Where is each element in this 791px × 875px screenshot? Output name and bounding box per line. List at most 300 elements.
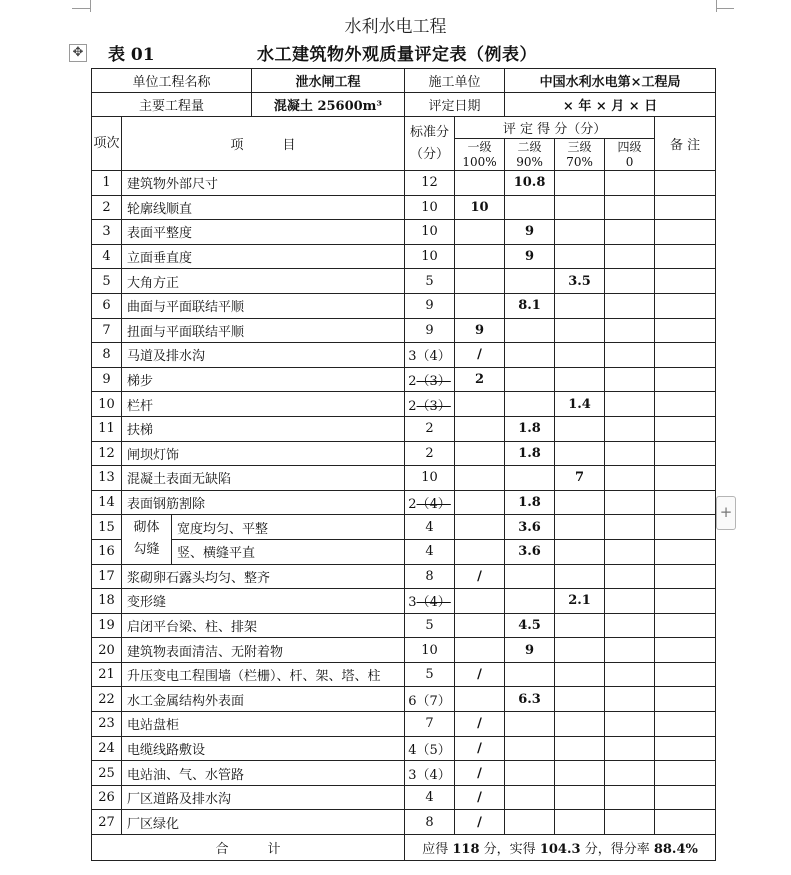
row-std-score: 10	[405, 638, 455, 663]
main-quantity-label: 主要工程量	[92, 93, 252, 117]
table-row	[92, 416, 716, 441]
row-grade4[interactable]	[605, 736, 655, 761]
row-no: 11	[92, 416, 122, 441]
row-remarks[interactable]	[655, 466, 716, 491]
row-grade1[interactable]: /	[455, 785, 505, 810]
row-grade4[interactable]	[605, 687, 655, 712]
table-row	[92, 564, 716, 589]
row-grade2[interactable]	[505, 195, 555, 220]
grade4-pct: 0	[625, 154, 634, 169]
row-no: 10	[92, 392, 122, 417]
row-grade1[interactable]	[455, 441, 505, 466]
row-remarks[interactable]	[655, 589, 716, 614]
row-grade1[interactable]: 10	[455, 195, 505, 220]
row-grade2[interactable]	[505, 589, 555, 614]
table-row	[92, 662, 716, 687]
table-row	[92, 171, 716, 196]
row-std-score: 12	[405, 171, 455, 196]
table-row	[92, 736, 716, 761]
row-remarks[interactable]	[655, 171, 716, 196]
add-row-button[interactable]: +	[716, 496, 736, 530]
table-row	[92, 220, 716, 245]
grade1-pct: 100%	[462, 154, 497, 169]
row-item: 水工金属结构外表面	[122, 687, 405, 712]
row-no: 6	[92, 293, 122, 318]
row-no: 26	[92, 785, 122, 810]
row-std-score	[405, 490, 455, 515]
grade2-pct: 90%	[516, 154, 543, 169]
row-item: 混凝土表面无缺陷	[122, 466, 405, 491]
std-score-value: 2	[408, 497, 417, 513]
std-score-struck: （3）	[416, 374, 451, 390]
row-grade3[interactable]	[555, 416, 605, 441]
row-grade3[interactable]	[555, 220, 605, 245]
row-grade3[interactable]	[555, 318, 605, 343]
row-item: 升压变电工程围墙（栏栅）、杆、架、塔、柱	[122, 662, 405, 687]
document-title: 水工建筑物外观质量评定表（例表）	[257, 45, 537, 65]
row-grade2[interactable]	[505, 810, 555, 835]
row-no: 18	[92, 589, 122, 614]
row-grade2[interactable]	[505, 736, 555, 761]
row-item: 电站油、气、水管路	[122, 761, 405, 786]
row-remarks[interactable]	[655, 318, 716, 343]
page-margin-mark	[72, 8, 90, 9]
row-grade4[interactable]	[605, 392, 655, 417]
table-row	[92, 761, 716, 786]
row-item: 表面平整度	[122, 220, 405, 245]
row-grade1[interactable]	[455, 244, 505, 269]
table-row	[92, 539, 716, 564]
row-grade1[interactable]	[455, 613, 505, 638]
row-remarks[interactable]	[655, 736, 716, 761]
row-grade3[interactable]	[555, 490, 605, 515]
std-score-value: 3	[408, 595, 417, 611]
row-item: 变形缝	[122, 589, 405, 614]
row-item: 马道及排水沟	[122, 343, 405, 368]
row-std-score: 2	[405, 441, 455, 466]
row-no: 19	[92, 613, 122, 638]
row-std-score: 4	[405, 539, 455, 564]
row-grade4[interactable]	[605, 416, 655, 441]
row-grade4[interactable]	[605, 761, 655, 786]
row-remarks[interactable]	[655, 392, 716, 417]
row-grade4[interactable]	[605, 466, 655, 491]
row-grade4[interactable]	[605, 613, 655, 638]
row-grade2[interactable]: 4.5	[505, 613, 555, 638]
col-header-grade1	[455, 139, 505, 171]
row-no: 4	[92, 244, 122, 269]
table-row	[92, 589, 716, 614]
row-grade4[interactable]	[605, 515, 655, 540]
row-grade2[interactable]: 1.8	[505, 416, 555, 441]
row-item: 轮廓线顺直	[122, 195, 405, 220]
col-header-std-score	[405, 117, 455, 171]
row-std-score: 10	[405, 220, 455, 245]
row-std-score: 4	[405, 785, 455, 810]
row-grade3[interactable]	[555, 515, 605, 540]
row-grade4[interactable]	[605, 785, 655, 810]
row-grade4[interactable]	[605, 662, 655, 687]
row-std-score: 7	[405, 712, 455, 737]
row-grade2[interactable]: 10.8	[505, 171, 555, 196]
row-remarks[interactable]	[655, 761, 716, 786]
total-label: 合 计	[92, 835, 405, 861]
row-no: 7	[92, 318, 122, 343]
row-grade3[interactable]	[555, 171, 605, 196]
grade4-label: 四级	[617, 139, 642, 154]
row-std-score: 8	[405, 810, 455, 835]
row-grade3[interactable]	[555, 736, 605, 761]
table-row	[92, 441, 716, 466]
table-row	[92, 638, 716, 663]
page-margin-mark	[90, 0, 91, 12]
row-grade1[interactable]: 9	[455, 318, 505, 343]
row-std-score: 2	[405, 416, 455, 441]
row-grade3[interactable]	[555, 638, 605, 663]
row-item: 厂区道路及排水沟	[122, 785, 405, 810]
row-remarks[interactable]	[655, 515, 716, 540]
total-due: 118	[452, 842, 480, 858]
col-header-remarks: 备 注	[655, 117, 716, 171]
row-remarks[interactable]	[655, 785, 716, 810]
row-item: 竖、横缝平直	[172, 539, 405, 564]
row-grade1[interactable]: /	[455, 662, 505, 687]
row-no: 13	[92, 466, 122, 491]
row-grade2[interactable]: 8.1	[505, 293, 555, 318]
row-std-score: 10	[405, 244, 455, 269]
row-grade2[interactable]: 1.8	[505, 490, 555, 515]
row-grade3[interactable]: 2.1	[555, 589, 605, 614]
row-remarks[interactable]	[655, 343, 716, 368]
row-grade3[interactable]	[555, 687, 605, 712]
std-score-struck: （3）	[416, 398, 451, 414]
row-item: 扶梯	[122, 416, 405, 441]
col-header-eval-group: 评 定 得 分（分）	[455, 117, 655, 139]
table-row	[92, 244, 716, 269]
row-no: 24	[92, 736, 122, 761]
table-move-handle-icon[interactable]: ✥	[69, 44, 87, 62]
row-grade2[interactable]: 1.8	[505, 441, 555, 466]
row-grade3[interactable]	[555, 539, 605, 564]
row-remarks[interactable]	[655, 662, 716, 687]
masonry-line2: 勾缝	[133, 542, 160, 558]
row-grade1[interactable]	[455, 638, 505, 663]
row-grade1[interactable]	[455, 171, 505, 196]
row-std-score: 5	[405, 613, 455, 638]
row-grade4[interactable]	[605, 171, 655, 196]
row-std-score: 4（5）	[405, 736, 455, 761]
row-remarks[interactable]	[655, 269, 716, 294]
row-grade2[interactable]: 9	[505, 244, 555, 269]
row-grade1[interactable]: /	[455, 810, 505, 835]
row-grade1[interactable]	[455, 416, 505, 441]
grade1-label: 一级	[467, 139, 492, 154]
row-item: 电缆线路敷设	[122, 736, 405, 761]
row-std-score: 4	[405, 515, 455, 540]
total-actual: 104.3	[539, 842, 581, 858]
unit-project-value[interactable]: 泄水闸工程	[252, 69, 405, 93]
eval-date-value[interactable]: × 年 × 月 × 日	[505, 93, 716, 117]
row-grade2[interactable]	[505, 318, 555, 343]
row-item: 厂区绿化	[122, 810, 405, 835]
row-grade4[interactable]	[605, 293, 655, 318]
row-grade2[interactable]: 9	[505, 220, 555, 245]
row-grade1[interactable]	[455, 687, 505, 712]
col-header-no: 项次	[92, 117, 122, 171]
row-remarks[interactable]	[655, 539, 716, 564]
row-no: 1	[92, 171, 122, 196]
row-grade2[interactable]: 3.6	[505, 515, 555, 540]
row-no: 17	[92, 564, 122, 589]
row-no: 15	[92, 515, 122, 540]
table-row	[92, 195, 716, 220]
row-no: 12	[92, 441, 122, 466]
row-no: 9	[92, 367, 122, 392]
table-row	[92, 318, 716, 343]
row-no: 5	[92, 269, 122, 294]
row-item: 建筑物外部尺寸	[122, 171, 405, 196]
row-grade2[interactable]	[505, 367, 555, 392]
row-std-score: 6（7）	[405, 687, 455, 712]
row-grade2[interactable]	[505, 712, 555, 737]
row-grade2[interactable]	[505, 564, 555, 589]
row-grade2[interactable]: 6.3	[505, 687, 555, 712]
row-remarks[interactable]	[655, 613, 716, 638]
row-grade3[interactable]	[555, 613, 605, 638]
row-grade4[interactable]	[605, 490, 655, 515]
row-grade2[interactable]	[505, 761, 555, 786]
total-mid2: 分，得分率	[584, 842, 650, 858]
row-remarks[interactable]	[655, 564, 716, 589]
masonry-line1: 砌体	[133, 520, 160, 536]
row-remarks[interactable]	[655, 244, 716, 269]
row-std-score: 10	[405, 466, 455, 491]
table-row	[92, 269, 716, 294]
unit-project-label: 单位工程名称	[92, 69, 252, 93]
row-remarks[interactable]	[655, 220, 716, 245]
row-grade1[interactable]	[455, 220, 505, 245]
eval-date-label: 评定日期	[405, 93, 505, 117]
row-grade4[interactable]	[605, 564, 655, 589]
row-remarks[interactable]	[655, 490, 716, 515]
row-no: 25	[92, 761, 122, 786]
row-grade2[interactable]	[505, 343, 555, 368]
row-item: 浆砌卵石露头均匀、整齐	[122, 564, 405, 589]
row-no: 16	[92, 539, 122, 564]
row-std-score: 10	[405, 195, 455, 220]
row-std-score: 5	[405, 662, 455, 687]
row-item: 建筑物表面清洁、无附着物	[122, 638, 405, 663]
row-no: 3	[92, 220, 122, 245]
row-no: 2	[92, 195, 122, 220]
row-grade4[interactable]	[605, 343, 655, 368]
std-score-unit: （分）	[410, 146, 450, 162]
grade3-label: 三级	[567, 139, 592, 154]
std-score-label: 标准分	[410, 124, 450, 140]
total-summary	[405, 835, 716, 861]
row-std-score: 3（4）	[405, 761, 455, 786]
main-quantity-value[interactable]: 混凝土 25600m³	[252, 93, 405, 117]
table-row	[92, 613, 716, 638]
row-no: 8	[92, 343, 122, 368]
col-header-grade4	[605, 139, 655, 171]
row-grade4[interactable]	[605, 441, 655, 466]
row-item: 扭面与平面联结平顺	[122, 318, 405, 343]
row-grade4[interactable]	[605, 318, 655, 343]
table-row	[92, 687, 716, 712]
row-no: 14	[92, 490, 122, 515]
row-grade3[interactable]	[555, 343, 605, 368]
row-grade3[interactable]: 1.4	[555, 392, 605, 417]
row-item: 梯步	[122, 367, 405, 392]
row-grade1[interactable]	[455, 293, 505, 318]
row-item: 表面钢筋割除	[122, 490, 405, 515]
row-remarks[interactable]	[655, 638, 716, 663]
row-grade1[interactable]: /	[455, 712, 505, 737]
table-row	[92, 810, 716, 835]
row-item: 闸坝灯饰	[122, 441, 405, 466]
col-header-item: 项 目	[122, 117, 405, 171]
row-std-score: 9	[405, 293, 455, 318]
row-grade4[interactable]	[605, 589, 655, 614]
row-grade2[interactable]	[505, 466, 555, 491]
contractor-label: 施工单位	[405, 69, 505, 93]
row-grade3[interactable]	[555, 662, 605, 687]
row-item: 电站盘柜	[122, 712, 405, 737]
row-grade2[interactable]	[505, 662, 555, 687]
table-row	[92, 515, 716, 540]
total-pct-sign: %	[685, 842, 698, 858]
std-score-value: 2	[408, 374, 417, 390]
row-grade3[interactable]	[555, 810, 605, 835]
total-mid1: 分，实得	[483, 842, 536, 858]
table-row	[92, 293, 716, 318]
row-grade3[interactable]	[555, 195, 605, 220]
masonry-group-label	[122, 515, 172, 564]
row-grade4[interactable]	[605, 539, 655, 564]
col-header-grade2	[505, 139, 555, 171]
page-header: 水利水电工程	[344, 17, 447, 37]
row-item: 曲面与平面联结平顺	[122, 293, 405, 318]
row-grade1[interactable]: /	[455, 343, 505, 368]
row-grade1[interactable]	[455, 392, 505, 417]
row-grade4[interactable]	[605, 367, 655, 392]
row-item: 大角方正	[122, 269, 405, 294]
std-score-value: 2	[408, 398, 417, 414]
row-grade1[interactable]	[455, 490, 505, 515]
row-grade3[interactable]	[555, 761, 605, 786]
row-std-score	[405, 392, 455, 417]
row-grade1[interactable]	[455, 466, 505, 491]
total-rate: 88.4	[653, 842, 686, 858]
row-remarks[interactable]	[655, 712, 716, 737]
row-grade2[interactable]	[505, 269, 555, 294]
row-std-score: 5	[405, 269, 455, 294]
assessment-table	[91, 68, 716, 861]
row-grade3[interactable]: 3.5	[555, 269, 605, 294]
row-grade2[interactable]: 9	[505, 638, 555, 663]
row-grade2[interactable]	[505, 392, 555, 417]
row-no: 22	[92, 687, 122, 712]
row-std-score	[405, 367, 455, 392]
page-margin-mark	[716, 8, 734, 9]
table-row	[92, 466, 716, 491]
row-remarks[interactable]	[655, 810, 716, 835]
table-number: 表 01	[108, 45, 155, 65]
row-grade4[interactable]	[605, 638, 655, 663]
row-std-score: 3（4）	[405, 343, 455, 368]
row-grade1[interactable]: /	[455, 564, 505, 589]
row-item: 启闭平台梁、柱、排架	[122, 613, 405, 638]
row-item: 立面垂直度	[122, 244, 405, 269]
std-score-struck: （4）	[416, 497, 451, 513]
row-grade4[interactable]	[605, 269, 655, 294]
table-row	[92, 712, 716, 737]
table-row	[92, 367, 716, 392]
row-remarks[interactable]	[655, 687, 716, 712]
row-remarks[interactable]	[655, 195, 716, 220]
row-no: 23	[92, 712, 122, 737]
row-grade3[interactable]	[555, 441, 605, 466]
row-std-score	[405, 589, 455, 614]
row-grade1[interactable]	[455, 539, 505, 564]
table-row	[92, 785, 716, 810]
row-item: 宽度均匀、平整	[172, 515, 405, 540]
row-remarks[interactable]	[655, 293, 716, 318]
table-row	[92, 490, 716, 515]
row-no: 27	[92, 810, 122, 835]
row-remarks[interactable]	[655, 416, 716, 441]
row-grade4[interactable]	[605, 810, 655, 835]
row-grade2[interactable]	[505, 785, 555, 810]
row-std-score: 8	[405, 564, 455, 589]
row-grade2[interactable]: 3.6	[505, 539, 555, 564]
row-grade1[interactable]: /	[455, 761, 505, 786]
std-score-struck: （4）	[416, 595, 451, 611]
row-remarks[interactable]	[655, 367, 716, 392]
row-grade3[interactable]: 7	[555, 466, 605, 491]
table-row	[92, 343, 716, 368]
row-no: 20	[92, 638, 122, 663]
row-grade4[interactable]	[605, 220, 655, 245]
row-grade1[interactable]	[455, 589, 505, 614]
page-margin-mark	[716, 0, 717, 12]
table-row	[92, 392, 716, 417]
row-grade3[interactable]	[555, 712, 605, 737]
total-pre-due: 应得	[422, 842, 449, 858]
row-grade1[interactable]	[455, 515, 505, 540]
contractor-value[interactable]: 中国水利水电第×工程局	[505, 69, 716, 93]
row-grade1[interactable]	[455, 269, 505, 294]
row-grade3[interactable]	[555, 293, 605, 318]
row-grade1[interactable]: 2	[455, 367, 505, 392]
row-grade3[interactable]	[555, 367, 605, 392]
row-grade3[interactable]	[555, 564, 605, 589]
row-grade4[interactable]	[605, 244, 655, 269]
grade3-pct: 70%	[566, 154, 593, 169]
row-grade4[interactable]	[605, 712, 655, 737]
row-grade3[interactable]	[555, 785, 605, 810]
row-grade1[interactable]: /	[455, 736, 505, 761]
row-std-score: 9	[405, 318, 455, 343]
row-grade3[interactable]	[555, 244, 605, 269]
row-grade4[interactable]	[605, 195, 655, 220]
row-item: 栏杆	[122, 392, 405, 417]
grade2-label: 二级	[517, 139, 542, 154]
row-remarks[interactable]	[655, 441, 716, 466]
row-no: 21	[92, 662, 122, 687]
col-header-grade3	[555, 139, 605, 171]
